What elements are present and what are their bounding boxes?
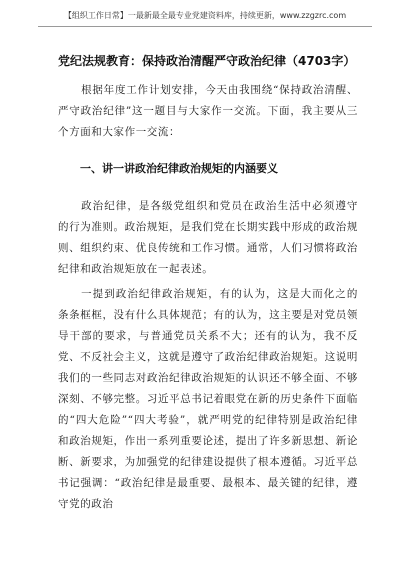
intro-paragraph xyxy=(58,80,358,143)
header-divider xyxy=(38,26,372,27)
section-heading: 一、讲一讲政治纪律政治规矩的内涵要义 xyxy=(80,162,278,175)
discussion-paragraph xyxy=(58,284,358,515)
definition-paragraph xyxy=(58,196,358,280)
paragraph-text: 政治纪律，是各级党组织和党员在政治生活中必须遵守的行为准则。政治规矩，是我们党在长期实践中形成的政治规则、组织约束、优良传统和工作习惯。通常，人们习惯将政治纪律和政治规矩放在一起表述。 xyxy=(58,200,358,275)
paragraph-text: 根据年度工作计划安排，今天由我围绕“保持政治清醒、严守政治纪律”这一题目与大家作一交流。下面，我主要从三个方面和大家作一交流： xyxy=(58,84,358,138)
page-header: 【组织工作日常】一最新最全最专业党建资料库，持续更新，www.zzgzrc.com xyxy=(63,11,347,20)
document-title: 党纪法规教育：保持政治清醒严守政治纪律（4703字） xyxy=(58,54,356,68)
paragraph-text: 一提到政治纪律政治规矩，有的认为，这是大而化之的条条框框，没有什么具体规范；有的认为，这主要是对党员领导干部的要求，与普通党员关系不大；还有的认为，我不反党、不反社会主义，这就是遵守了政治纪律政治规矩。这说明我们的一些同志对政治纪律政治规矩的认识还不够全面、不够深刻、不够完整。习近平总书记着眼党在新的历史条件下面临的“四大危险”“四大考验”，就严明党的纪律特别是政治纪律和政治规矩，作出一系列重要论述，提出了许多新思想、新论断、新要求，为加强党的纪律建设提供了根本遵循。习近平总书记强调：“政治纪律是最重要、最根本、最关键的纪律，遵守党的政治 xyxy=(58,288,358,510)
